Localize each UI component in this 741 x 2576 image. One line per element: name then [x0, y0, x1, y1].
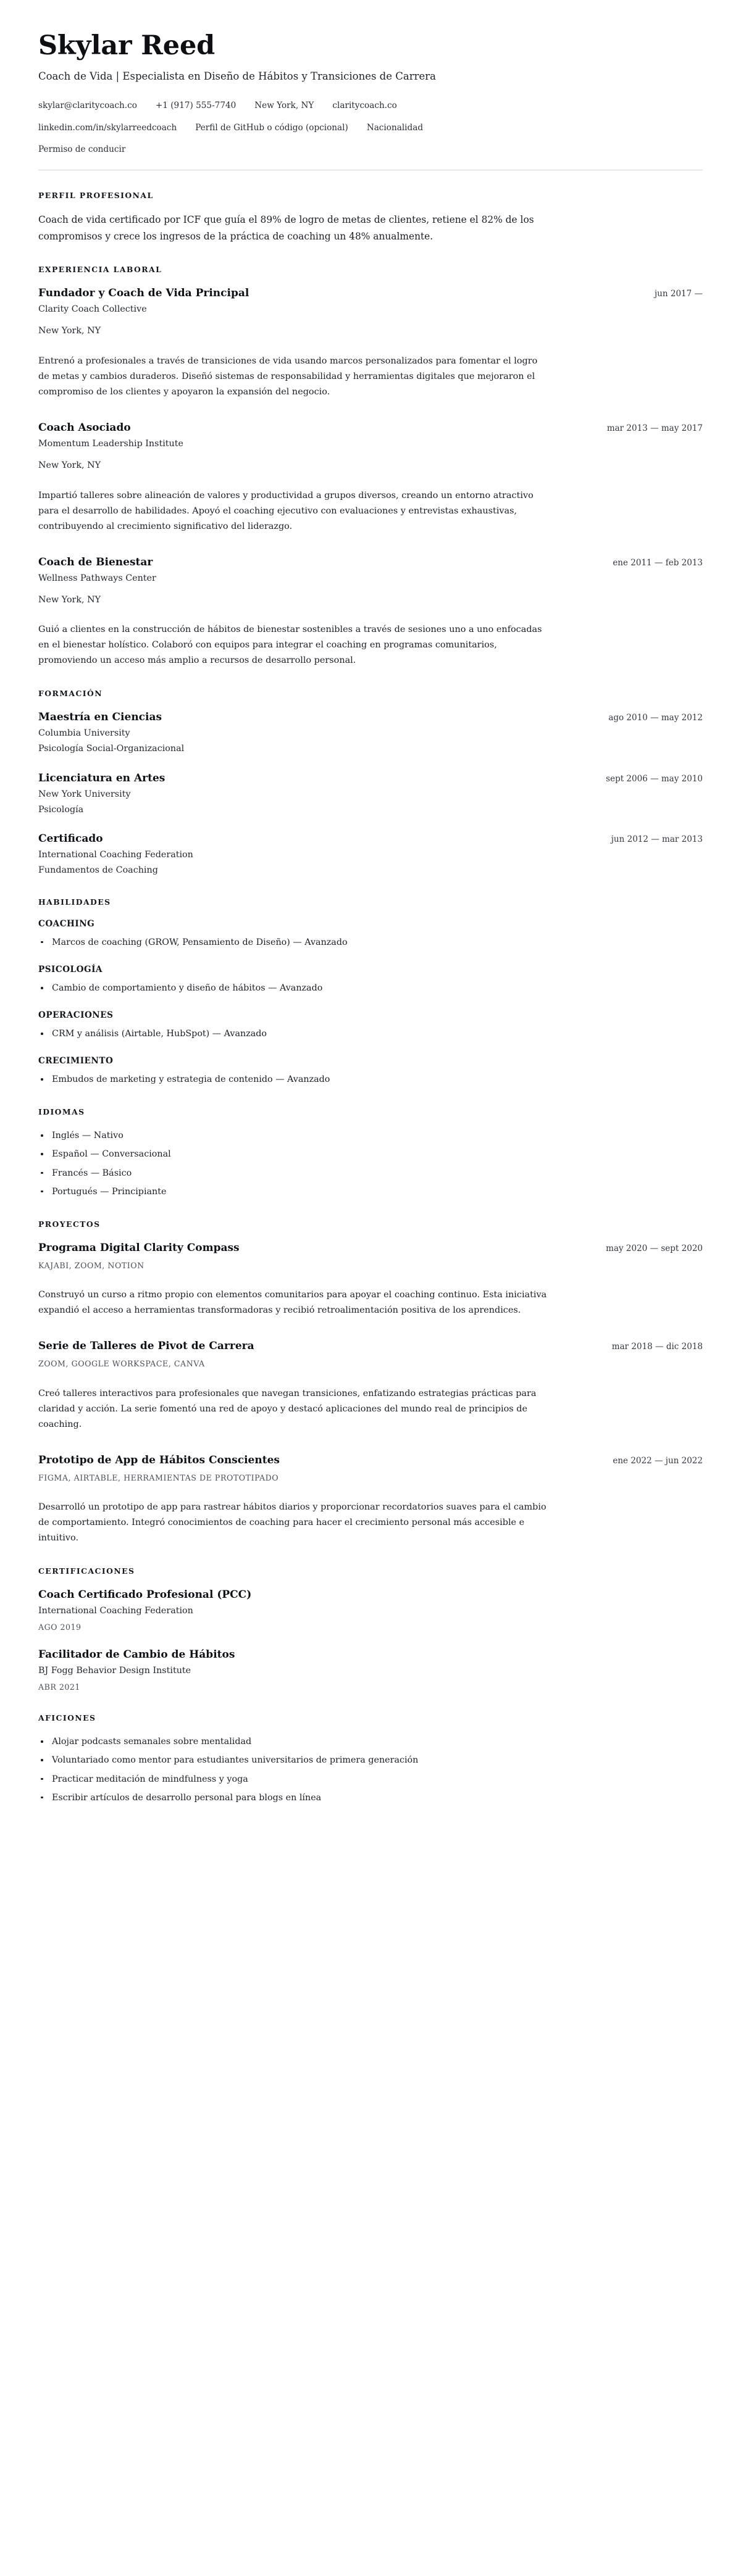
section-projects — [38, 1220, 703, 1546]
contact-item-primary[interactable]: claritycoach.co — [332, 101, 397, 111]
degree-name: Maestría en Ciencias — [38, 711, 162, 724]
section-title-summary: PERFIL PROFESIONAL — [38, 190, 154, 200]
job-location: New York, NY — [38, 326, 101, 336]
skill-item-list — [38, 1073, 703, 1087]
job-title: Fundador y Coach de Vida Principal — [38, 287, 249, 300]
entry-header-row — [38, 1453, 703, 1467]
entry-header-row — [38, 1339, 703, 1353]
project-date-range: ene 2022 — jun 2022 — [613, 1455, 703, 1466]
project-name: Serie de Talleres de Pivot de Carrera — [38, 1340, 254, 1353]
hobby-item: Practicar meditación de mindfulness y yoga — [38, 1772, 703, 1787]
section-title-education: FORMACIÓN — [38, 689, 103, 699]
job-title: Coach Asociado — [38, 422, 131, 434]
section-title-certifications: CERTIFICACIONES — [38, 1566, 135, 1576]
education-entry — [38, 710, 703, 755]
project-description: Desarrolló un prototipo de app para rastrear hábitos diarios y proporcionar recordatorios suaves para el cambio de comportamiento. Integró conocimientos de coaching para hacer el crecimiento personal más accesible e intuitivo. — [38, 1502, 546, 1544]
job-date-range: ene 2011 — feb 2013 — [613, 557, 703, 568]
contact-item-tertiary[interactable]: Permiso de conducir — [38, 144, 126, 155]
skill-category-label: PSICOLOGÍA — [38, 964, 103, 974]
skill-item: Embudos de marketing y estrategia de contenido — Avanzado — [38, 1073, 703, 1087]
school-name: International Coaching Federation — [38, 850, 193, 860]
experience-list — [38, 286, 703, 668]
project-tech-stack: ZOOM, GOOGLE WORKSPACE, CANVA — [38, 1359, 205, 1369]
employer-name: Momentum Leadership Institute — [38, 439, 183, 449]
job-description: Guió a clientes en la construcción de hábitos de bienestar sostenibles a través de sesiones uno a uno enfocadas en el bienestar holístico. Colaboró con equipos para integrar el coaching en programas comunitarios, promoviendo un acceso más amplio a recursos de desarrollo personal. — [38, 625, 542, 666]
project-entry — [38, 1241, 703, 1318]
degree-name: Certificado — [38, 833, 103, 846]
contact-item-secondary[interactable]: Perfil de GitHub o código (opcional) — [195, 122, 348, 133]
field-of-study: Psicología — [38, 804, 84, 815]
job-description: Entrenó a profesionales a través de transiciones de vida usando marcos personalizados para fomentar el logro de metas y cambios duraderos. Diseñó sistemas de responsabilidad y herramientas digitales que mejoraron el compromiso de los clientes y apoyaron la expansión del negocio. — [38, 355, 538, 397]
entry-header-row — [38, 555, 703, 569]
experience-entry — [38, 421, 703, 534]
skills-list — [38, 919, 703, 1087]
entry-header-row — [38, 710, 703, 724]
project-date-range: may 2020 — sept 2020 — [606, 1243, 703, 1253]
project-description: Construyó un curso a ritmo propio con elementos comunitarios para apoyar el coaching continuo. Esta iniciativa expandió el acceso a herramientas transformadoras y recibió retroalimentación positiva de los aprendices. — [38, 1290, 547, 1316]
experience-entry — [38, 555, 703, 669]
project-description: Creó talleres interactivos para profesionales que navegan transiciones, enfatizando estrategias prácticas para claridad y acción. La serie fomentó una red de apoyo y destacó aplicaciones del mundo real de principios de coaching. — [38, 1388, 537, 1429]
contact-item-primary[interactable]: New York, NY — [254, 101, 314, 111]
skill-group — [38, 1010, 703, 1041]
section-summary — [38, 191, 703, 245]
skill-item: Cambio de comportamiento y diseño de hábitos — Avanzado — [38, 981, 703, 995]
employer-name: Wellness Pathways Center — [38, 573, 156, 583]
project-tech-stack: FIGMA, AIRTABLE, HERRAMIENTAS DE PROTOTIPADO — [38, 1473, 279, 1482]
section-certifications — [38, 1567, 703, 1693]
section-experience — [38, 265, 703, 668]
education-entry — [38, 771, 703, 816]
language-item: Francés — Básico — [38, 1166, 703, 1181]
skill-category-label: CRECIMIENTO — [38, 1056, 114, 1066]
entry-header-row — [38, 832, 703, 846]
field-of-study: Fundamentos de Coaching — [38, 865, 158, 876]
degree-date-range: sept 2006 — may 2010 — [606, 773, 703, 784]
certification-entry — [38, 1648, 703, 1693]
skill-item: Marcos de coaching (GROW, Pensamiento de Diseño) — Avanzado — [38, 936, 703, 950]
school-name: Columbia University — [38, 728, 130, 739]
certification-name: Facilitador de Cambio de Hábitos — [38, 1648, 235, 1661]
job-location: New York, NY — [38, 460, 101, 470]
hobby-item: Voluntariado como mentor para estudiantes universitarios de primera generación — [38, 1753, 703, 1768]
skill-group — [38, 965, 703, 995]
contact-item-primary[interactable]: +1 (917) 555-7740 — [155, 101, 237, 111]
section-skills — [38, 898, 703, 1087]
education-entry — [38, 832, 703, 877]
candidate-name: Skylar Reed — [38, 30, 215, 61]
candidate-headline: Coach de Vida | Especialista en Diseño de Hábitos y Transiciones de Carrera — [38, 70, 436, 83]
education-list — [38, 710, 703, 877]
skill-item-list — [38, 936, 703, 950]
certifications-list — [38, 1588, 703, 1693]
entry-header-row — [38, 771, 703, 785]
section-education — [38, 689, 703, 876]
language-item: Inglés — Nativo — [38, 1129, 703, 1143]
section-title-projects: PROYECTOS — [38, 1219, 101, 1229]
project-name: Prototipo de App de Hábitos Conscientes — [38, 1453, 280, 1466]
hobbies-list — [38, 1735, 703, 1805]
language-item: Español — Conversacional — [38, 1147, 703, 1161]
contact-row-secondary — [38, 122, 703, 134]
certification-name: Coach Certificado Profesional (PCC) — [38, 1589, 252, 1602]
contact-row-primary — [38, 99, 703, 112]
project-date-range: mar 2018 — dic 2018 — [611, 1342, 703, 1352]
hobby-item: Escribir artículos de desarrollo personal para blogs en línea — [38, 1791, 703, 1805]
summary-text: Coach de vida certificado por ICF que guía el 89% de logro de metas de clientes, retiene el 82% de los compromisos y crece los ingresos de la práctica de coaching un 48% anualmente. — [38, 214, 534, 242]
skill-group — [38, 1056, 703, 1087]
project-tech-stack: KAJABI, ZOOM, NOTION — [38, 1260, 144, 1270]
certification-entry — [38, 1588, 703, 1633]
job-date-range: jun 2017 — — [654, 289, 703, 299]
experience-entry — [38, 286, 703, 400]
field-of-study: Psicología Social-Organizacional — [38, 744, 185, 754]
school-name: New York University — [38, 789, 131, 799]
degree-date-range: jun 2012 — mar 2013 — [611, 834, 703, 845]
certification-issuer: International Coaching Federation — [38, 1606, 193, 1616]
entry-header-row — [38, 286, 703, 300]
section-languages — [38, 1108, 703, 1199]
skill-item: CRM y análisis (Airtable, HubSpot) — Avanzado — [38, 1027, 703, 1041]
degree-name: Licenciatura en Artes — [38, 771, 165, 784]
language-item: Portugués — Principiante — [38, 1185, 703, 1199]
resume-header — [38, 32, 703, 170]
job-date-range: mar 2013 — may 2017 — [606, 423, 703, 434]
skill-item-list — [38, 981, 703, 995]
certification-issuer: BJ Fogg Behavior Design Institute — [38, 1666, 191, 1676]
section-hobbies — [38, 1714, 703, 1805]
project-name: Programa Digital Clarity Compass — [38, 1241, 240, 1254]
project-entry — [38, 1453, 703, 1547]
skill-category-label: COACHING — [38, 918, 95, 929]
contact-item-secondary[interactable]: linkedin.com/in/skylarreedcoach — [38, 122, 177, 133]
hobby-item: Alojar podcasts semanales sobre mentalidad — [38, 1735, 703, 1749]
project-entry — [38, 1339, 703, 1432]
languages-list — [38, 1129, 703, 1199]
contact-item-secondary[interactable]: Nacionalidad — [366, 122, 424, 133]
contact-item-primary[interactable]: skylar@claritycoach.co — [38, 101, 137, 111]
section-title-languages: IDIOMAS — [38, 1107, 85, 1117]
job-title: Coach de Bienestar — [38, 555, 153, 568]
entry-header-row — [38, 1241, 703, 1255]
certification-date: ABR 2021 — [38, 1682, 80, 1692]
skill-item-list — [38, 1027, 703, 1041]
section-title-hobbies: AFICIONES — [38, 1713, 96, 1723]
certification-date: AGO 2019 — [38, 1622, 82, 1632]
section-title-skills: HABILIDADES — [38, 897, 111, 907]
skill-group — [38, 919, 703, 950]
skill-category-label: OPERACIONES — [38, 1010, 114, 1021]
section-title-experience: EXPERIENCIA LABORAL — [38, 265, 162, 275]
contact-row-tertiary — [38, 143, 703, 156]
job-location: New York, NY — [38, 594, 101, 605]
entry-header-row — [38, 421, 703, 434]
employer-name: Clarity Coach Collective — [38, 304, 147, 315]
degree-date-range: ago 2010 — may 2012 — [608, 713, 703, 723]
projects-list — [38, 1241, 703, 1547]
job-description: Impartió talleres sobre alineación de valores y productividad a grupos diversos, creando un entorno atractivo para el desarrollo de habilidades. Apoyó el coaching ejecutivo con evaluaciones y entrevistas exhaustivas, contribuyendo al crecimiento significativo del liderazgo. — [38, 490, 534, 531]
